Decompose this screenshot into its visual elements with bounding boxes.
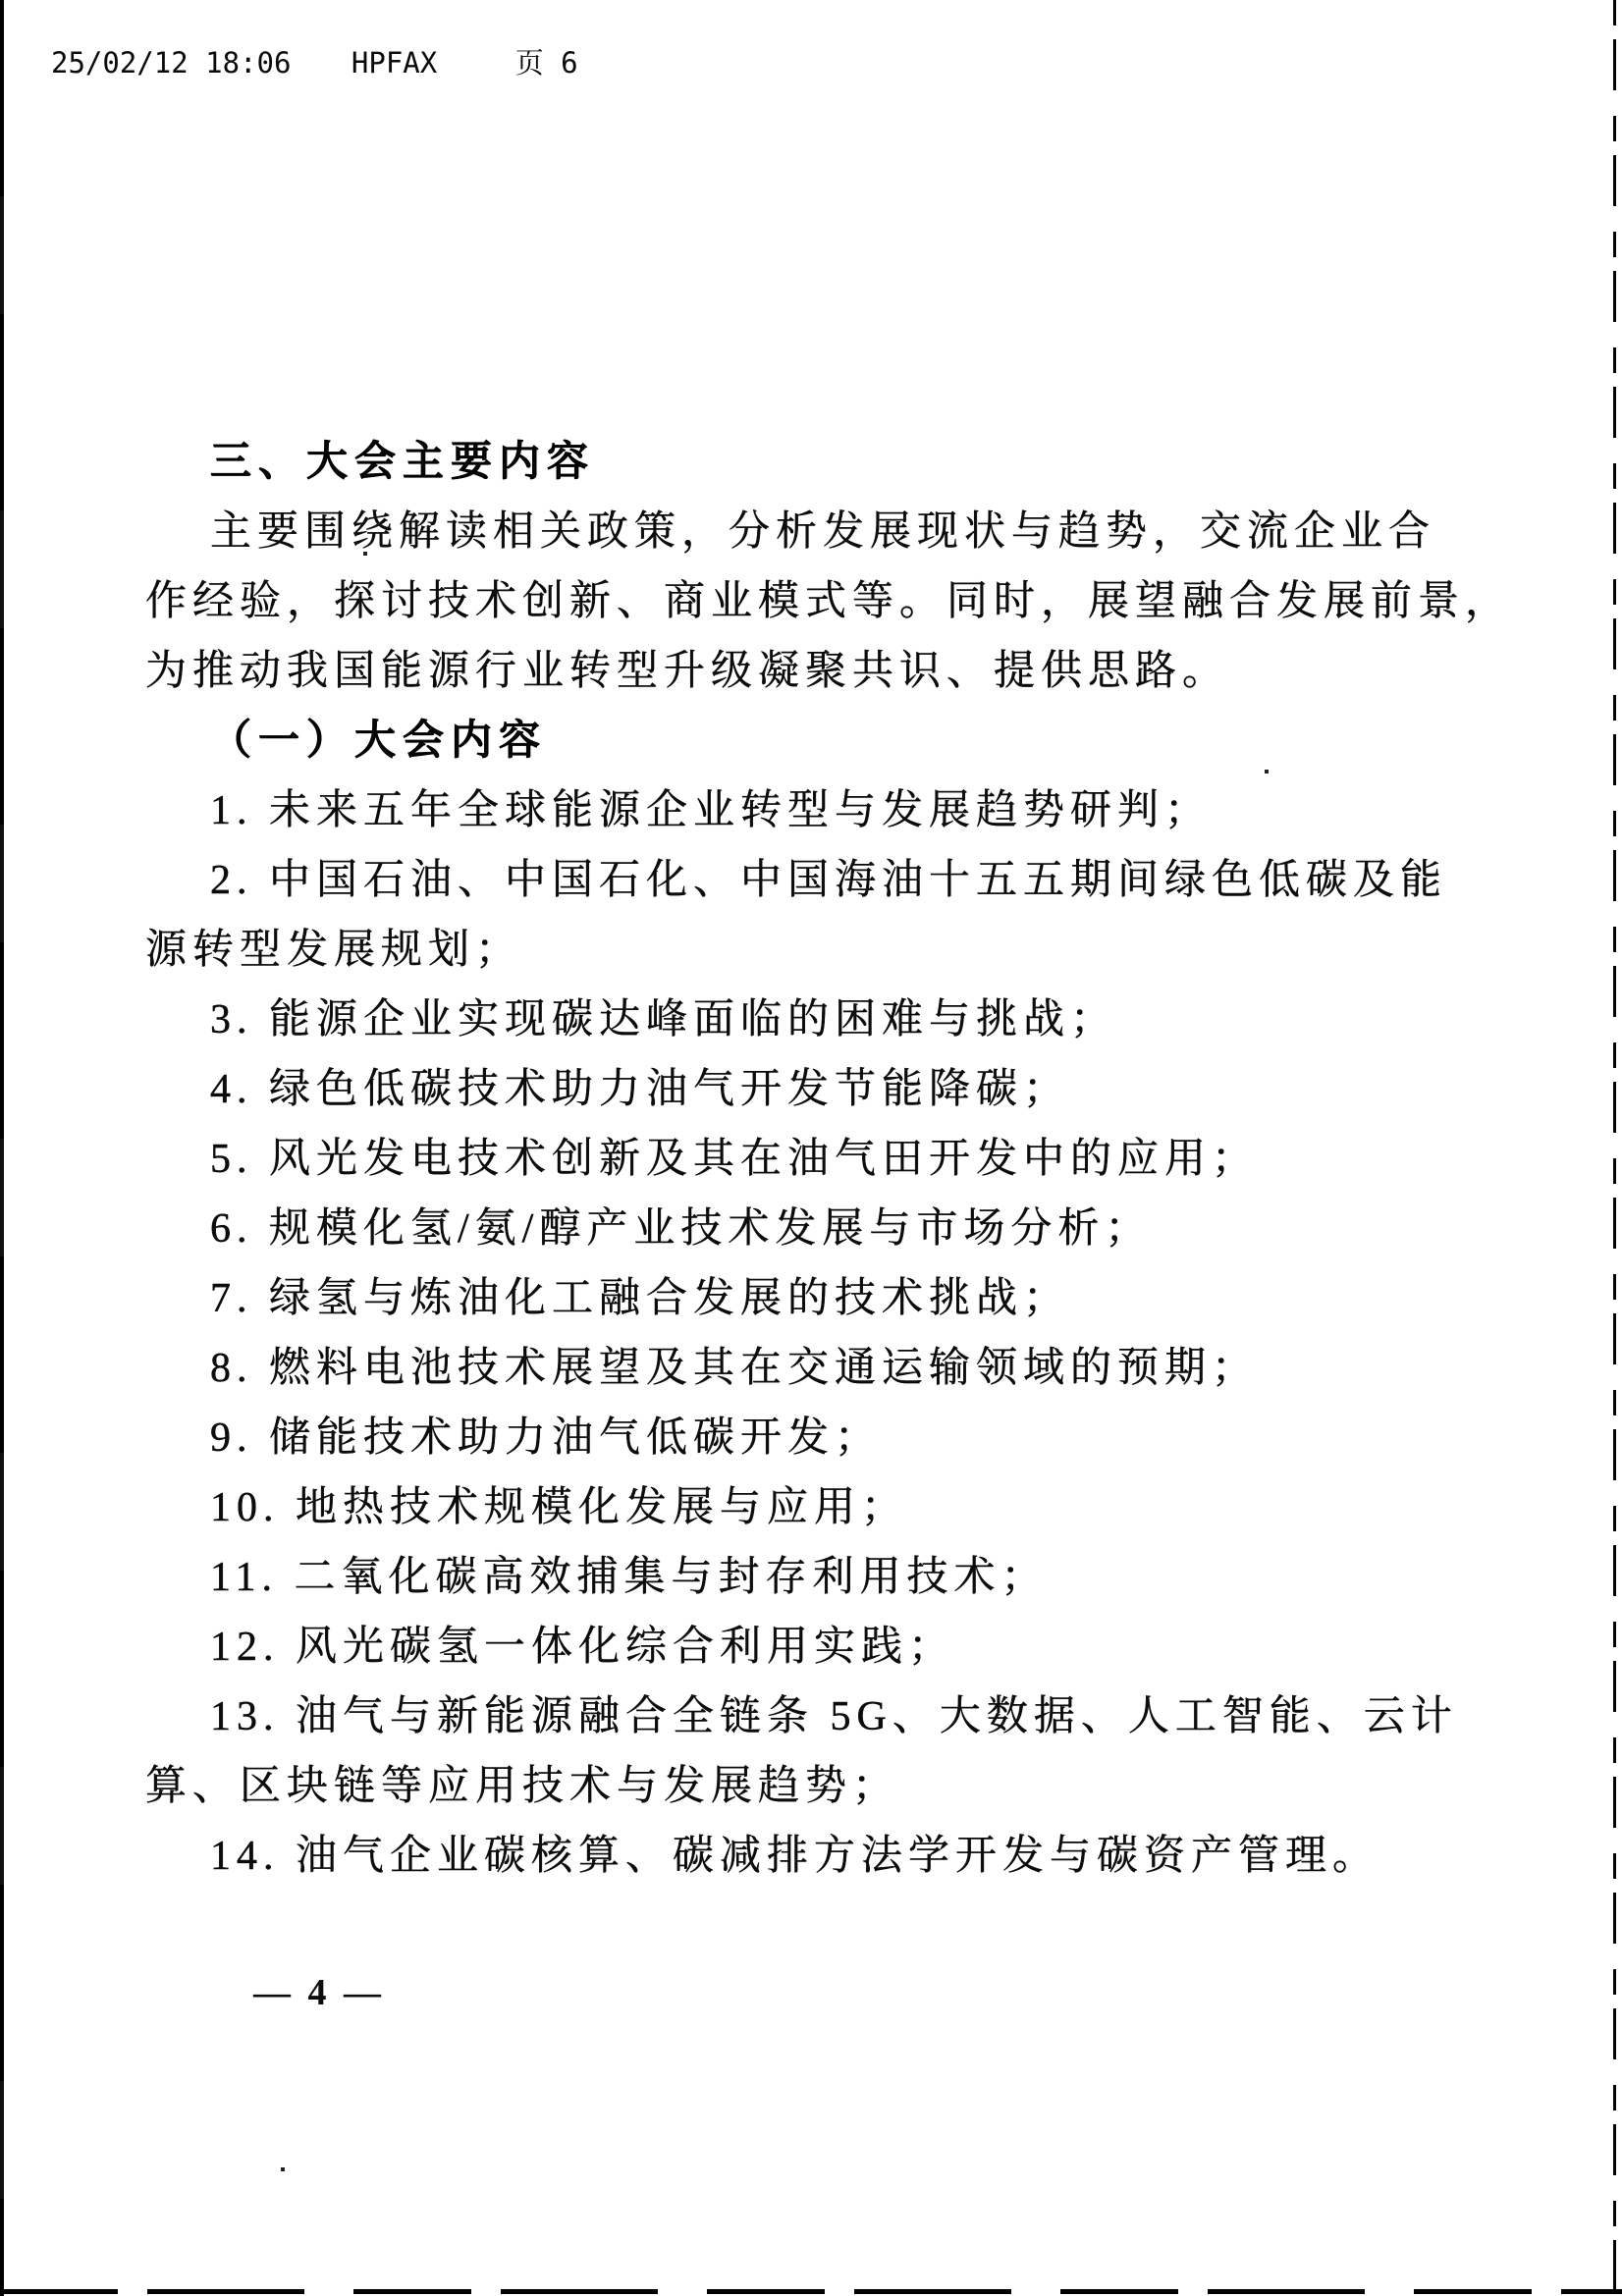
fax-sender-id: HPFAX <box>351 46 438 80</box>
agenda-item-line: 3. 能源企业实现碳达峰面临的困难与挑战； <box>210 997 1118 1042</box>
agenda-item-line: 9. 储能技术助力油气低碳开发； <box>210 1415 883 1461</box>
paragraph-line: 主要围绕解读相关政策，分析发展现状与趋势，交流企业合 <box>210 509 1436 555</box>
agenda-item-line: 13. 油气与新能源融合全链条 5G、大数据、人工智能、云计 <box>210 1694 1458 1739</box>
subsection-title: （一）大会内容 <box>210 719 548 764</box>
agenda-item-line: 1. 未来五年全球能源企业转型与发展趋势研判； <box>210 788 1213 833</box>
fax-page-label: 页 6 <box>514 46 578 80</box>
page-number: — 4 — <box>253 1972 385 2013</box>
agenda-item-line: 算、区块链等应用技术与发展趋势； <box>145 1764 900 1809</box>
agenda-item-line: 10. 地热技术规模化发展与应用； <box>210 1485 909 1530</box>
scan-edge-left <box>0 0 4 2296</box>
section-title: 三、大会主要内容 <box>210 440 596 485</box>
scan-edge-bottom <box>0 2289 1622 2294</box>
fax-datetime: 25/02/12 18:06 <box>51 46 292 80</box>
agenda-item-line: 14. 油气企业碳核算、碳减排方法学开发与碳资产管理。 <box>210 1834 1380 1879</box>
scan-edge-right <box>1613 0 1616 2296</box>
document-body <box>145 428 1513 1892</box>
paragraph-line: 为推动我国能源行业转型升级凝聚共识、提供思路。 <box>145 649 1230 694</box>
agenda-item-line: 7. 绿氢与炼油化工融合发展的技术挑战； <box>210 1276 1071 1321</box>
agenda-item-line: 5. 风光发电技术创新及其在油气田开发中的应用； <box>210 1137 1260 1182</box>
agenda-item-line: 2. 中国石油、中国石化、中国海油十五五期间绿色低碳及能 <box>210 858 1448 903</box>
agenda-item-line: 源转型发展规划； <box>145 928 523 973</box>
paragraph-line: 作经验，探讨技术创新、商业模式等。同时，展望融合发展前景， <box>145 579 1513 624</box>
agenda-item-line: 8. 燃料电池技术展望及其在交通运输领域的预期； <box>210 1346 1260 1391</box>
agenda-item-line: 11. 二氧化碳高效捕集与封存利用技术； <box>210 1555 1049 1600</box>
agenda-item-line: 6. 规模化氢/氨/醇产业技术发展与市场分析； <box>210 1206 1153 1252</box>
scan-speck <box>281 2167 285 2171</box>
fax-header <box>51 41 578 81</box>
agenda-item-line: 12. 风光碳氢一体化综合利用实践； <box>210 1625 956 1670</box>
agenda-item-line: 4. 绿色低碳技术助力油气开发节能降碳； <box>210 1067 1071 1112</box>
